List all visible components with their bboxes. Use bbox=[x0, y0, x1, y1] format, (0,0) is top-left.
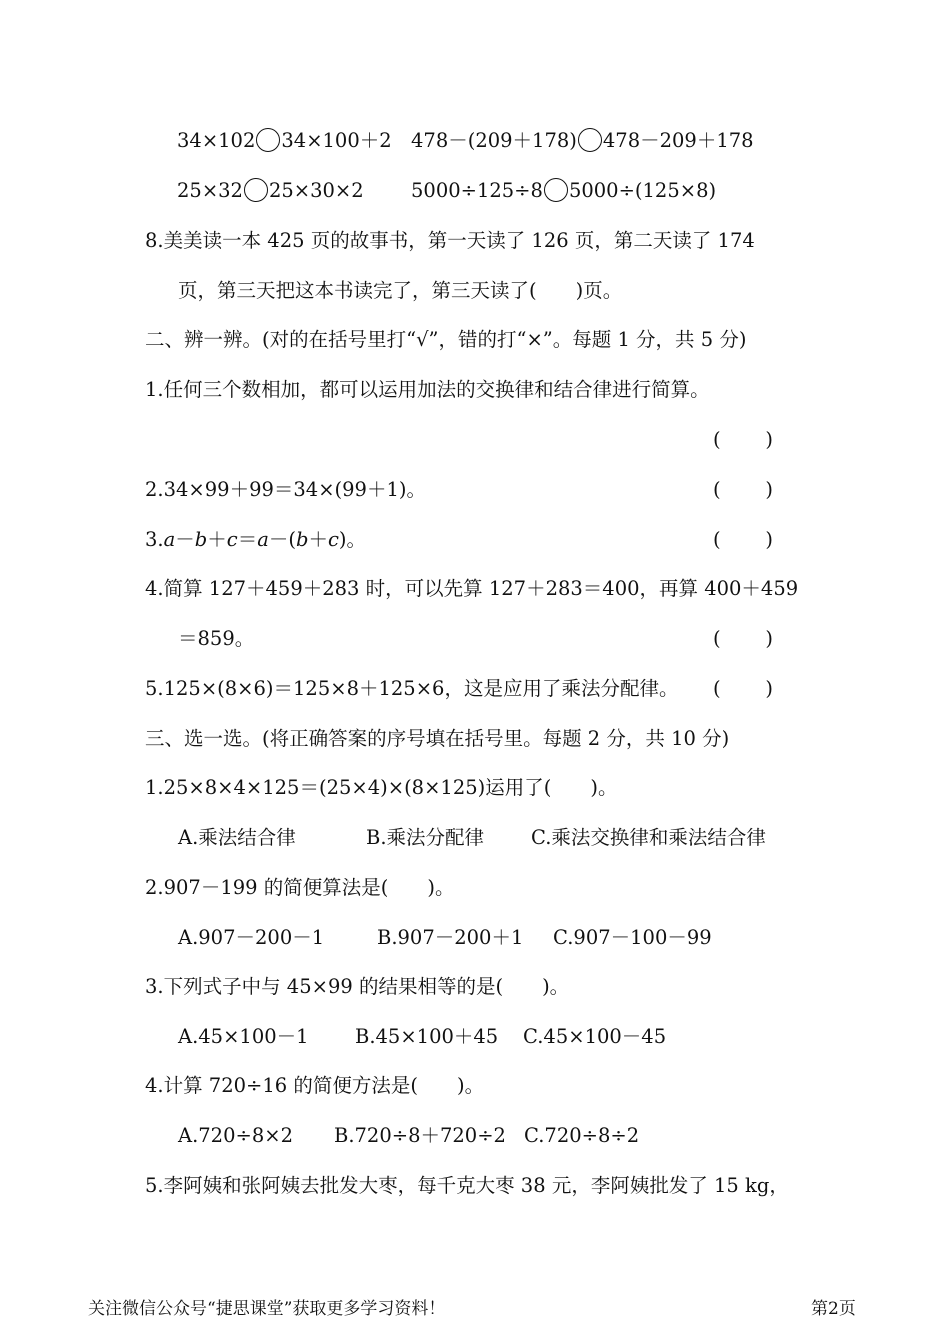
section3-title: 三、选一选。(将正确答案的序号填在括号里。每题 2 分，共 10 分) bbox=[145, 727, 730, 750]
compare-right: 25×30×2 bbox=[268, 179, 364, 202]
compare-left: 34×102 bbox=[177, 129, 256, 152]
compare-row-1a bbox=[177, 128, 392, 154]
answer-paren-1[interactable]: ( ) bbox=[713, 428, 773, 451]
compare-right: 478－209＋178 bbox=[602, 129, 754, 152]
compare-blank-circle[interactable] bbox=[578, 128, 602, 152]
s2-item-2: 2.34×99＋99＝34×(99＋1)。 bbox=[145, 478, 426, 501]
s3-q2-stem: 2.907－199 的简便算法是( )。 bbox=[145, 876, 455, 899]
q8-line-1: 8.美美读一本 425 页的故事书，第一天读了 126 页，第二天读了 174 bbox=[145, 229, 755, 252]
compare-left: 478－(209＋178) bbox=[411, 129, 577, 152]
s3-q3-option-c: C.45×100－45 bbox=[523, 1025, 667, 1048]
s3-q4-option-c: C.720÷8÷2 bbox=[524, 1124, 640, 1147]
s3-q1-stem: 1.25×8×4×125＝(25×4)×(8×125)运用了( )。 bbox=[145, 776, 618, 799]
s2-item-3: 3.a－b＋c＝a－(b＋c)。 bbox=[145, 528, 366, 551]
compare-blank-circle[interactable] bbox=[256, 128, 280, 152]
s3-q5-stem: 5.李阿姨和张阿姨去批发大枣，每千克大枣 38 元，李阿姨批发了 15 kg， bbox=[145, 1174, 789, 1197]
s3-q4-option-b: B.720÷8＋720÷2 bbox=[334, 1124, 506, 1147]
compare-blank-circle[interactable] bbox=[544, 178, 568, 202]
s2-item-5: 5.125×(8×6)＝125×8＋125×6，这是应用了乘法分配律。 bbox=[145, 677, 679, 700]
compare-left: 5000÷125÷8 bbox=[411, 179, 543, 202]
s2-item-4-line-1: 4.简算 127＋459＋283 时，可以先算 127＋283＝400，再算 400＋459 bbox=[145, 577, 799, 600]
section2-title: 二、辨一辨。(对的在括号里打“√”，错的打“×”。每题 1 分，共 5 分) bbox=[145, 328, 747, 351]
s2-item-1: 1.任何三个数相加，都可以运用加法的交换律和结合律进行简算。 bbox=[145, 378, 710, 401]
s3-q2-option-c: C.907－100－99 bbox=[553, 926, 712, 949]
s3-q3-option-b: B.45×100＋45 bbox=[355, 1025, 499, 1048]
s3-q1-option-c: C.乘法交换律和乘法结合律 bbox=[531, 826, 766, 849]
compare-row-2b bbox=[411, 178, 716, 204]
q8-line-2: 页，第三天把这本书读完了，第三天读了( )页。 bbox=[178, 279, 623, 302]
s3-q2-option-b: B.907－200＋1 bbox=[377, 926, 524, 949]
page-number: 第2页 bbox=[811, 1299, 856, 1319]
answer-paren-2[interactable]: ( ) bbox=[713, 478, 773, 501]
s3-q4-option-a: A.720÷8×2 bbox=[178, 1124, 293, 1147]
s3-q3-option-a: A.45×100－1 bbox=[178, 1025, 309, 1048]
s3-q4-stem: 4.计算 720÷16 的简便方法是( )。 bbox=[145, 1074, 485, 1097]
answer-paren-4[interactable]: ( ) bbox=[713, 627, 773, 650]
compare-blank-circle[interactable] bbox=[244, 178, 268, 202]
s2-item-4-line-2: ＝859。 bbox=[178, 627, 255, 650]
compare-row-2a bbox=[177, 178, 364, 204]
compare-row-1b bbox=[411, 128, 754, 154]
s3-q1-option-b: B.乘法分配律 bbox=[366, 826, 485, 849]
s3-q1-option-a: A.乘法结合律 bbox=[178, 826, 296, 849]
answer-paren-5[interactable]: ( ) bbox=[713, 677, 773, 700]
compare-left: 25×32 bbox=[177, 179, 243, 202]
answer-paren-3[interactable]: ( ) bbox=[713, 528, 773, 551]
s3-q3-stem: 3.下列式子中与 45×99 的结果相等的是( )。 bbox=[145, 975, 570, 998]
s3-q2-option-a: A.907－200－1 bbox=[178, 926, 325, 949]
footer-promo-text: 关注微信公众号“捷思课堂”获取更多学习资料！ bbox=[88, 1299, 446, 1319]
compare-right: 5000÷(125×8) bbox=[568, 179, 717, 202]
compare-right: 34×100＋2 bbox=[281, 129, 392, 152]
